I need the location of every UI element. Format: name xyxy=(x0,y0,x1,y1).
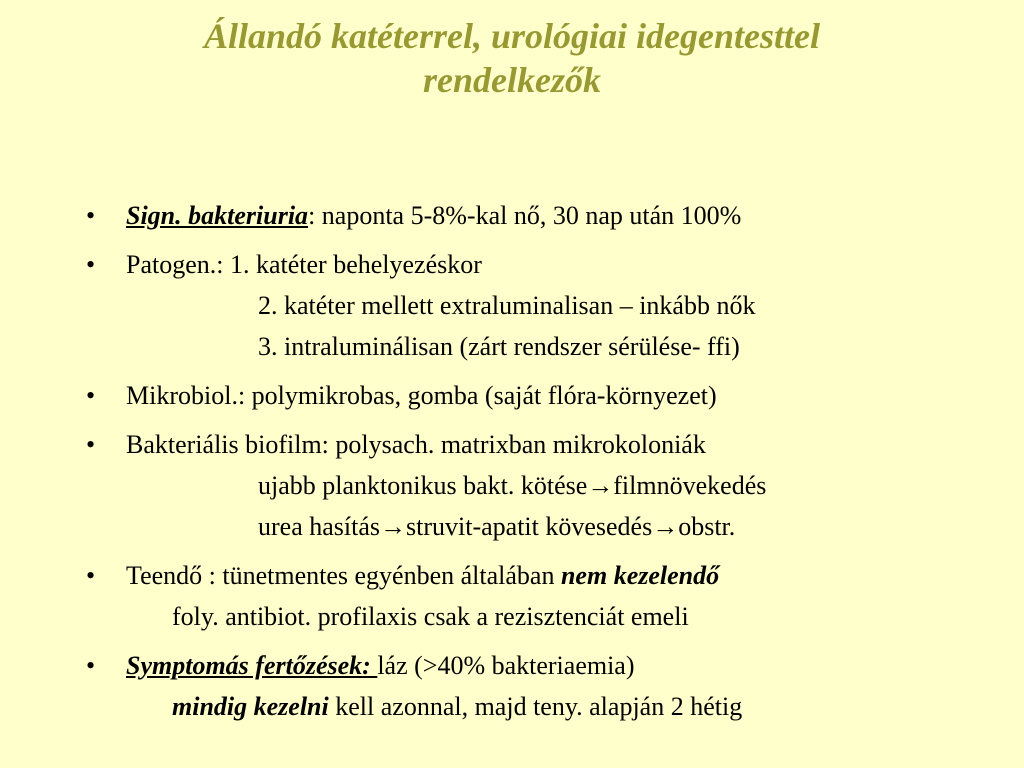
item-3-text: Mikrobiol.: polymikrobas, gomba (saját flóra-környezet) xyxy=(126,381,717,410)
item-2-cont-1: 2. katéter mellett extraluminalisan – inkább nők xyxy=(258,291,756,320)
bullet-5: • xyxy=(86,561,96,590)
bullet-1: • xyxy=(86,201,96,230)
item-2-cont-2: 3. intraluminálisan (zárt rendszer sérülése- ffi) xyxy=(258,332,740,361)
item-5-emph: nem kezelendő xyxy=(560,561,720,590)
bullet-3: • xyxy=(86,381,96,410)
item-5-cont-1: foly. antibiot. profilaxis csak a rezisztenciát emeli xyxy=(172,602,689,631)
item-3-line xyxy=(126,379,717,413)
item-2-text: Patogen.: 1. katéter behelyezéskor xyxy=(126,250,482,279)
item-6-cont-emph: mindig kezelni xyxy=(172,692,329,721)
title-line-1: Állandó katéterrel, urológiai idegentesttel xyxy=(204,16,820,56)
item-5-text: Teendő : tünetmentes egyénben általában xyxy=(126,561,561,590)
slide-title xyxy=(40,14,984,102)
item-6-text: láz (>40% bakteriaemia) xyxy=(377,651,635,680)
item-6-term: Symptomás fertőzések: xyxy=(126,651,378,680)
item-6-line xyxy=(126,649,635,683)
item-4-text: Bakteriális biofilm: polysach. matrixban mikrokoloniák xyxy=(126,430,706,459)
item-1-text: : naponta 5-8%-kal nő, 30 nap után 100% xyxy=(308,201,742,230)
item-4-line xyxy=(126,428,706,462)
bullet-6: • xyxy=(86,651,96,680)
item-6-cont-1 xyxy=(172,690,742,724)
item-5-line xyxy=(126,559,719,593)
item-1-line xyxy=(126,199,741,233)
item-4-cont-2: urea hasítás→struvit-apatit kövesedés→obstr. xyxy=(258,512,736,541)
title-line-2: rendelkezők xyxy=(423,60,601,100)
bullet-4: • xyxy=(86,430,96,459)
item-1-term: Sign. bakteriuria xyxy=(126,201,309,230)
item-4-cont-1: ujabb planktonikus bakt. kötése→filmnövekedés xyxy=(258,471,767,500)
bullet-2: • xyxy=(86,250,96,279)
item-6-cont-text: kell azonnal, majd teny. alapján 2 hétig xyxy=(328,692,743,721)
item-2-line xyxy=(126,248,482,282)
